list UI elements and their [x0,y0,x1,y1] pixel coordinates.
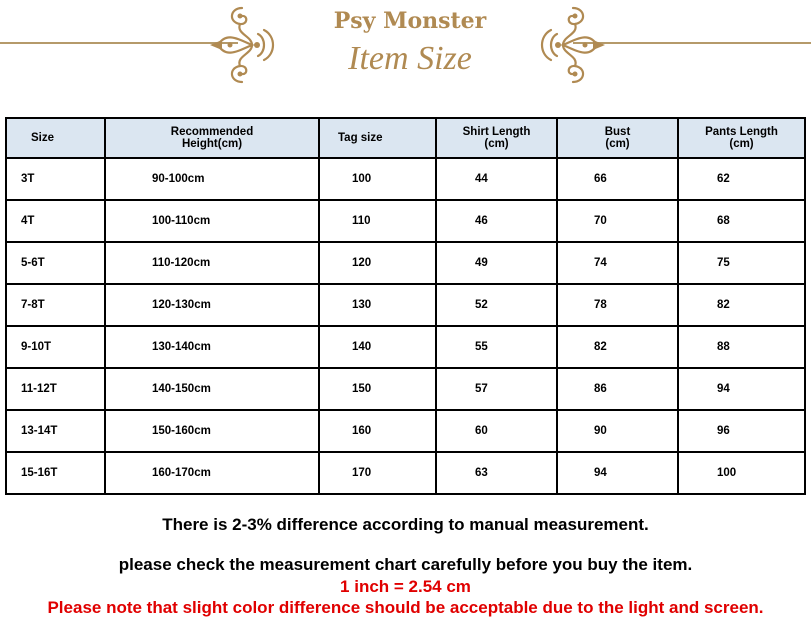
tag-size-cell: 100 [319,158,436,200]
size-cell: 4T [6,200,105,242]
table-row [6,368,805,410]
tag-size-cell: 160 [319,410,436,452]
brand-name: Psy Monster [333,8,487,34]
tag-size-cell: 120 [319,242,436,284]
check-chart-note: please check the measurement chart carefully before you buy the item. [118,555,693,574]
pants-length-cell: 94 [678,368,805,410]
shirt-length-cell: 46 [436,200,557,242]
column-header-line: (cm) [605,138,630,150]
header [0,0,811,100]
column-header-tag-size [319,118,436,158]
size-chart-table [5,117,806,495]
bust-cell: 74 [557,242,678,284]
table-row [6,158,805,200]
bust-cell: 78 [557,284,678,326]
tag-size-cell: 110 [319,200,436,242]
height-cell: 120-130cm [105,284,319,326]
column-header-recommended-height [105,118,319,158]
column-header-line: Shirt Length [462,126,531,138]
size-cell: 13-14T [6,410,105,452]
column-header-line: Pants Length [705,126,778,138]
pants-length-cell: 100 [678,452,805,494]
shirt-length-cell: 57 [436,368,557,410]
column-header-pants-length [678,118,805,158]
color-difference-note: Please note that slight color difference should be acceptable due to the light and screen. [47,598,764,617]
inch-conversion-note: 1 inch = 2.54 cm [340,577,471,596]
column-header-line: Tag size [338,132,383,144]
shirt-length-cell: 49 [436,242,557,284]
table-row [6,452,805,494]
table-body [6,158,805,494]
bust-cell: 94 [557,452,678,494]
height-cell: 140-150cm [105,368,319,410]
height-cell: 160-170cm [105,452,319,494]
height-cell: 110-120cm [105,242,319,284]
height-cell: 130-140cm [105,326,319,368]
size-cell: 7-8T [6,284,105,326]
pants-length-cell: 96 [678,410,805,452]
column-header-line: Bust [604,126,631,138]
size-cell: 9-10T [6,326,105,368]
column-header-shirt-length [436,118,557,158]
shirt-length-cell: 44 [436,158,557,200]
size-cell: 3T [6,158,105,200]
table-row [6,284,805,326]
shirt-length-cell: 60 [436,410,557,452]
flourish-ornament-icon [531,0,615,90]
column-header-line: (cm) [484,138,509,150]
table-header-row [6,118,805,158]
page-title: Item Size [348,40,472,77]
pants-length-cell: 82 [678,284,805,326]
tag-size-cell: 170 [319,452,436,494]
tag-size-cell: 140 [319,326,436,368]
measurement-difference-note: There is 2-3% difference according to manual measurement. [162,515,649,534]
table-row [6,242,805,284]
table-row [6,410,805,452]
size-cell: 11-12T [6,368,105,410]
table-row [6,326,805,368]
tag-size-cell: 150 [319,368,436,410]
height-cell: 90-100cm [105,158,319,200]
bust-cell: 86 [557,368,678,410]
height-cell: 150-160cm [105,410,319,452]
column-header-line: (cm) [729,138,754,150]
bust-cell: 90 [557,410,678,452]
bust-cell: 82 [557,326,678,368]
column-header-bust [557,118,678,158]
pants-length-cell: 62 [678,158,805,200]
shirt-length-cell: 55 [436,326,557,368]
bust-cell: 70 [557,200,678,242]
shirt-length-cell: 52 [436,284,557,326]
flourish-ornament-icon [200,0,284,90]
size-cell: 5-6T [6,242,105,284]
tag-size-cell: 130 [319,284,436,326]
bust-cell: 66 [557,158,678,200]
column-header-line: Recommended [170,126,254,138]
table-row [6,200,805,242]
size-cell: 15-16T [6,452,105,494]
pants-length-cell: 75 [678,242,805,284]
shirt-length-cell: 63 [436,452,557,494]
pants-length-cell: 68 [678,200,805,242]
pants-length-cell: 88 [678,326,805,368]
height-cell: 100-110cm [105,200,319,242]
column-header-size: Size [6,118,105,158]
column-header-line: Height(cm) [181,138,243,150]
